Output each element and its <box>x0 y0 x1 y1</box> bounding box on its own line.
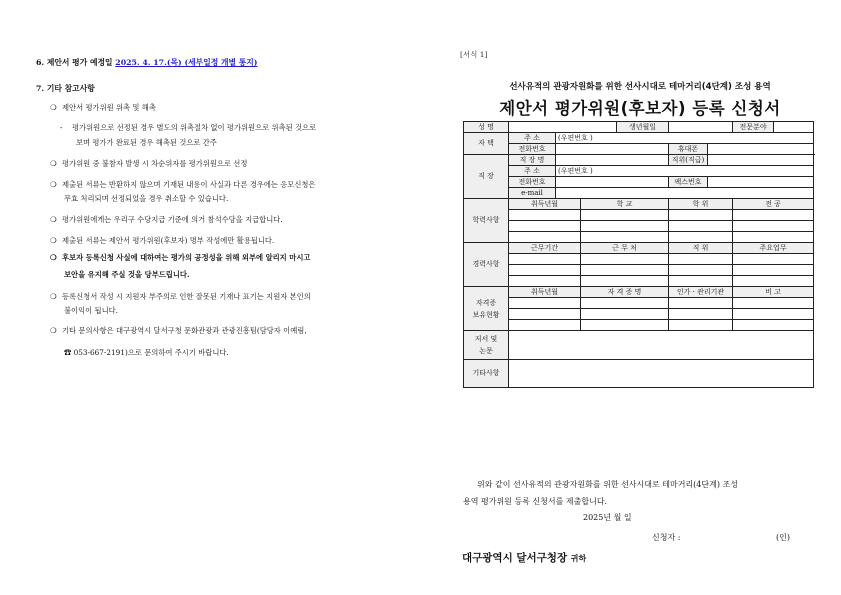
mobile-field[interactable] <box>708 144 814 155</box>
career-cell[interactable] <box>581 265 669 276</box>
career-col-duties: 주요업무 <box>733 243 814 254</box>
note-text: 무효 처리되며 선정되었을 경우 취소할 수 있습니다. <box>64 194 229 203</box>
edu-cell[interactable] <box>509 232 581 243</box>
career-cell[interactable] <box>733 276 814 287</box>
note-line <box>64 304 409 317</box>
bullet-circle-icon: ❍ <box>50 236 57 245</box>
bullet-circle-icon: ❍ <box>50 292 57 301</box>
cert-col-date: 취득년월 <box>509 287 581 298</box>
bullet-circle-icon: ❍ <box>50 159 57 168</box>
bullet-circle-icon: ❍ <box>50 180 57 189</box>
bullet-circle-icon: ❍ <box>50 326 57 335</box>
home-address-label: 주 소 <box>509 133 556 144</box>
fax-label: 팩스번호 <box>669 177 708 188</box>
cert-cell[interactable] <box>733 320 814 331</box>
note-text: 등록신청서 작성 시 지원자 부주의로 인한 잘못된 기재나 표기는 지원자 본인의 <box>62 292 311 301</box>
addressee-suffix: 귀하 <box>570 554 587 563</box>
edu-col-degree: 학 위 <box>669 199 733 210</box>
cert-cell[interactable] <box>581 320 669 331</box>
registration-form-table <box>463 121 814 388</box>
note-line <box>50 234 395 247</box>
field-label: 전문분야 <box>733 122 774 133</box>
publications-label-2: 논문 <box>479 347 493 355</box>
note-text: 평가위원으로 선정된 경우 별도의 위촉절차 없이 평가위원으로 위촉된 것으로 <box>72 123 317 132</box>
career-col-employer: 근 무 처 <box>581 243 669 254</box>
edu-col-major: 전 공 <box>733 199 814 210</box>
certificates-label-1: 자격증 <box>475 298 497 307</box>
edu-col-date: 취득년월 <box>509 199 581 210</box>
note-text: 평가위원 중 불참자 발생 시 차순위자를 평가위원으로 선정 <box>62 159 248 168</box>
career-cell[interactable] <box>581 254 669 265</box>
publications-label <box>464 331 509 360</box>
bullet-circle-icon: ❍ <box>50 215 57 224</box>
home-phone-field[interactable] <box>556 144 669 155</box>
field-field[interactable] <box>774 122 814 133</box>
work-phone-field[interactable] <box>556 177 669 188</box>
bullet-circle-icon: ❍ <box>50 103 57 112</box>
section-6-heading <box>36 57 258 68</box>
work-address-label: 주 소 <box>509 166 556 177</box>
edu-cell[interactable] <box>733 210 814 221</box>
seal-mark: (인) <box>776 533 790 542</box>
workplace-label: 직 장 명 <box>509 155 556 166</box>
work-label: 직 장 <box>464 155 509 199</box>
note-line <box>64 268 409 281</box>
edu-cell[interactable] <box>733 232 814 243</box>
certificates-label <box>464 287 509 331</box>
other-label: 기타사항 <box>464 360 509 388</box>
publications-field[interactable] <box>509 331 814 360</box>
section-6-label: 6. 제안서 평가 예정일 <box>36 58 113 67</box>
cert-cell[interactable] <box>581 309 669 320</box>
declaration-line-2: 용역 평가위원 등록 신청서를 제출합니다. <box>463 497 608 506</box>
fax-field[interactable] <box>708 177 814 188</box>
date-line: 2025년 월 일 <box>583 513 632 522</box>
note-text: 보며 평가가 완료된 경우 해촉된 것으로 간주 <box>76 138 217 147</box>
cert-cell[interactable] <box>509 298 581 309</box>
career-cell[interactable] <box>669 254 733 265</box>
note-line <box>64 192 409 205</box>
work-phone-label: 전화번호 <box>509 177 556 188</box>
publications-label-1: 저서 및 <box>474 335 498 343</box>
position-field[interactable] <box>708 155 814 166</box>
name-label: 성 명 <box>464 122 509 133</box>
note-text: 후보자 등록신청 사실에 대하여는 평가의 공정성을 위해 외부에 알리지 마시고 <box>62 253 311 262</box>
name-field[interactable] <box>509 122 617 133</box>
note-text: 제출된 서류는 제안서 평가위원(후보자) 명부 작성에만 활용됩니다. <box>62 236 275 245</box>
edu-cell[interactable] <box>733 221 814 232</box>
note-line <box>50 213 395 226</box>
note-line <box>50 251 395 264</box>
career-col-position: 직 위 <box>669 243 733 254</box>
declaration-line-1: 위와 같이 선사유적의 관광자원화를 위한 선사시대로 테마거리(4단계) 조성 <box>477 480 738 489</box>
cert-col-remarks: 비 고 <box>733 287 814 298</box>
cert-cell[interactable] <box>581 298 669 309</box>
cert-cell[interactable] <box>669 298 733 309</box>
career-cell[interactable] <box>669 265 733 276</box>
career-cell[interactable] <box>509 265 581 276</box>
edu-cell[interactable] <box>669 232 733 243</box>
cert-cell[interactable] <box>733 309 814 320</box>
other-field[interactable] <box>509 360 814 388</box>
edu-cell[interactable] <box>581 210 669 221</box>
mobile-label: 휴대폰 <box>669 144 708 155</box>
note-text: 보안을 유지해 주실 것을 당부드립니다. <box>64 270 190 279</box>
note-text: ☎ 053-667-2191)으로 문의하여 주시기 바랍니다. <box>64 348 229 357</box>
document-title: 제안서 평가위원(후보자) 등록 신청서 <box>499 99 781 118</box>
note-line <box>76 136 421 149</box>
note-line <box>50 324 395 337</box>
note-text: 불이익이 됩니다. <box>64 306 118 315</box>
note-text: 제출된 서류는 반환하지 않으며 기재된 내용이 사실과 다른 경우에는 응모신청은 <box>62 180 316 189</box>
cert-cell[interactable] <box>509 320 581 331</box>
cert-col-issuer: 인가 · 관리기관 <box>669 287 733 298</box>
bullet-circle-icon: ❍ <box>50 253 57 262</box>
evaluation-date: 2025. 4. 17.(목) (세부일정 개별 통지) <box>115 58 258 67</box>
home-phone-label: 전화번호 <box>509 144 556 155</box>
note-text: 제안서 평가위원 위촉 및 해촉 <box>62 103 156 112</box>
email-label: e-mail <box>509 188 556 199</box>
note-line <box>50 290 395 303</box>
career-cell[interactable] <box>581 276 669 287</box>
cert-cell[interactable] <box>733 298 814 309</box>
note-line <box>50 157 395 170</box>
workplace-field[interactable] <box>556 155 669 166</box>
edu-cell[interactable] <box>509 210 581 221</box>
edu-cell[interactable] <box>669 210 733 221</box>
certificates-label-2: 보유현황 <box>472 310 500 319</box>
cert-cell[interactable] <box>669 320 733 331</box>
career-col-period: 근무기간 <box>509 243 581 254</box>
note-text: 평가위원에게는 우리구 수당지급 기준에 의거 참석수당을 지급합니다. <box>62 215 283 224</box>
note-line <box>50 178 395 191</box>
note-text: 기타 문의사항은 대구광역시 달서구청 문화관광과 관광진흥팀(담당자 이예림, <box>62 326 307 335</box>
birth-label: 생년월일 <box>617 122 669 133</box>
note-line <box>60 121 405 134</box>
edu-cell[interactable] <box>669 221 733 232</box>
section-7-heading: 7. 기타 참고사항 <box>36 84 95 93</box>
bullet-dash: - <box>60 123 63 132</box>
home-label: 자 택 <box>464 133 509 155</box>
position-label: 직위(직급) <box>669 155 708 166</box>
edu-cell[interactable] <box>581 221 669 232</box>
career-cell[interactable] <box>669 276 733 287</box>
edu-col-school: 학 교 <box>581 199 669 210</box>
birth-field[interactable] <box>669 122 733 133</box>
cert-col-name: 자 격 증 명 <box>581 287 669 298</box>
note-line <box>64 346 409 359</box>
note-line <box>50 101 395 114</box>
form-number: [서식 1] <box>460 50 488 59</box>
work-address-field[interactable]: (우편번호 ) <box>556 166 814 177</box>
education-label: 학력사항 <box>464 199 509 243</box>
cert-cell[interactable] <box>509 309 581 320</box>
edu-cell[interactable] <box>581 232 669 243</box>
home-address-field[interactable]: (우편번호 ) <box>556 133 814 144</box>
email-field[interactable] <box>556 188 814 199</box>
addressee <box>462 550 586 565</box>
edu-cell[interactable] <box>509 221 581 232</box>
career-cell[interactable] <box>509 276 581 287</box>
project-subtitle: 선사유적의 관광자원화를 위한 선사시대로 테마거리(4단계) 조성 용역 <box>509 82 771 92</box>
addressee-name: 대구광역시 달서구청장 <box>462 552 568 564</box>
applicant-label: 신청자 : <box>652 533 681 542</box>
career-label: 경력사항 <box>464 243 509 287</box>
cert-cell[interactable] <box>669 309 733 320</box>
career-cell[interactable] <box>733 265 814 276</box>
career-cell[interactable] <box>509 254 581 265</box>
career-cell[interactable] <box>733 254 814 265</box>
